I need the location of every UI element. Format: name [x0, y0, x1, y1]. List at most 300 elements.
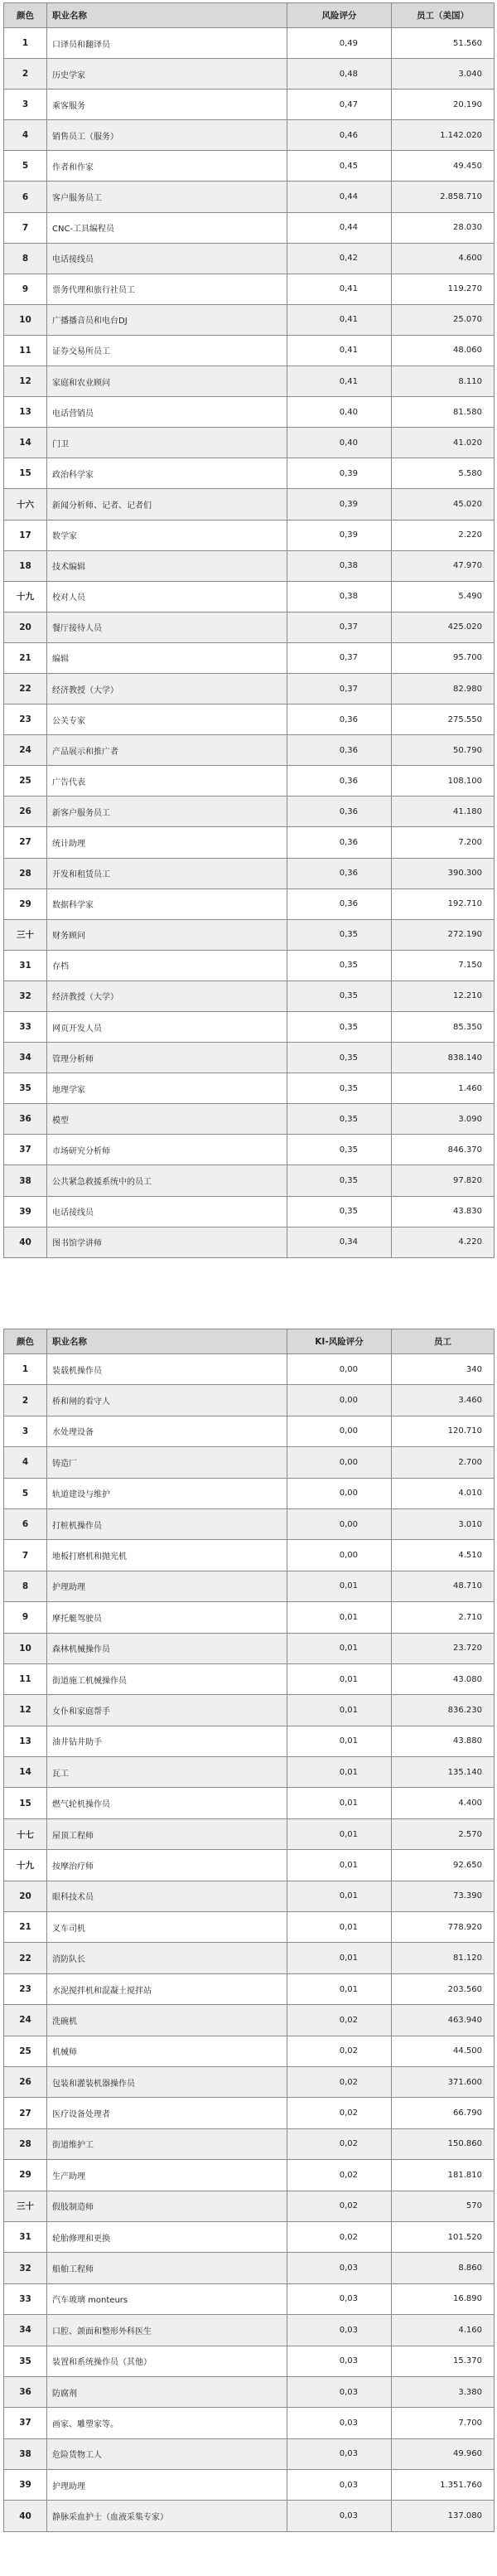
row-risk-cell: 0,41	[287, 304, 392, 335]
table-row	[4, 274, 495, 304]
row-occupation-cell: 公关专家	[47, 705, 287, 735]
row-occupation-cell: 消防队长	[47, 1943, 287, 1973]
row-occupation-cell: 地板打磨机和抛光机	[47, 1540, 287, 1571]
row-color-cell: 8	[4, 243, 47, 274]
row-color-cell: 40	[4, 2501, 47, 2531]
row-occupation-cell: 装载机操作员	[47, 1354, 287, 1385]
row-employees-cell: 1.351.760	[392, 2470, 495, 2501]
row-risk-cell: 0,48	[287, 59, 392, 90]
table-row	[4, 2501, 495, 2531]
row-employees-cell: 181.810	[392, 2160, 495, 2191]
row-color-cell: 十九	[4, 1850, 47, 1881]
row-employees-cell: 48.710	[392, 1571, 495, 1601]
table-row	[4, 705, 495, 735]
row-color-cell: 21	[4, 642, 47, 673]
row-risk-cell: 0,38	[287, 581, 392, 612]
row-color-cell: 23	[4, 1973, 47, 2004]
row-risk-cell: 0,01	[287, 1663, 392, 1694]
table-row	[4, 397, 495, 428]
header-occupation: 职业名称	[47, 1329, 287, 1354]
row-occupation-cell: 包装和灌装机器操作员	[47, 2066, 287, 2097]
row-risk-cell: 0,42	[287, 243, 392, 274]
row-occupation-cell: 轮胎修理和更换	[47, 2221, 287, 2252]
row-color-cell: 4	[4, 120, 47, 151]
row-employees-cell: 7.150	[392, 950, 495, 981]
row-risk-cell: 0,35	[287, 1196, 392, 1227]
table-row	[4, 766, 495, 797]
table-row	[4, 2066, 495, 2097]
row-risk-cell: 0,46	[287, 120, 392, 151]
table-row	[4, 2191, 495, 2221]
row-employees-cell: 49.960	[392, 2438, 495, 2469]
row-risk-cell: 0,02	[287, 2221, 392, 2252]
table-row	[4, 2470, 495, 2501]
row-color-cell: 7	[4, 212, 47, 243]
row-risk-cell: 0,03	[287, 2408, 392, 2438]
table-row	[4, 489, 495, 520]
row-employees-cell: 48.060	[392, 335, 495, 366]
table-row	[4, 1602, 495, 1633]
row-color-cell: 27	[4, 2098, 47, 2128]
row-occupation-cell: 电话接线员	[47, 1196, 287, 1227]
row-occupation-cell: 桥和闸的看守人	[47, 1385, 287, 1416]
table-row	[4, 1073, 495, 1104]
row-color-cell: 1	[4, 1354, 47, 1385]
row-color-cell: 24	[4, 2005, 47, 2036]
row-risk-cell: 0,44	[287, 212, 392, 243]
row-occupation-cell: 油井钻井助手	[47, 1726, 287, 1756]
row-occupation-cell: 水处理设备	[47, 1416, 287, 1446]
row-color-cell: 29	[4, 889, 47, 919]
row-color-cell: 三十	[4, 2191, 47, 2221]
row-occupation-cell: 假肢制造师	[47, 2191, 287, 2221]
header-occupation: 职业名称	[47, 3, 287, 28]
row-employees-cell: 846.370	[392, 1135, 495, 1165]
table-row	[4, 1540, 495, 1571]
row-risk-cell: 0,35	[287, 1043, 392, 1073]
table-row	[4, 120, 495, 151]
table-row	[4, 366, 495, 397]
row-employees-cell: 4.510	[392, 1540, 495, 1571]
header-risk-score: KI-风险评分	[287, 1329, 392, 1354]
table-header-row	[4, 1329, 495, 1354]
table-row	[4, 2408, 495, 2438]
row-occupation-cell: 网页开发人员	[47, 1012, 287, 1043]
row-color-cell: 三十	[4, 919, 47, 950]
row-occupation-cell: 森林机械操作员	[47, 1633, 287, 1663]
row-employees-cell: 463.940	[392, 2005, 495, 2036]
row-risk-cell: 0,38	[287, 550, 392, 581]
row-occupation-cell: 管理分析师	[47, 1043, 287, 1073]
row-color-cell: 40	[4, 1227, 47, 1257]
row-occupation-cell: 图书馆学讲师	[47, 1227, 287, 1257]
row-risk-cell: 0,00	[287, 1385, 392, 1416]
row-occupation-cell: 危险货物工人	[47, 2438, 287, 2469]
row-employees-cell: 41.020	[392, 428, 495, 458]
row-color-cell: 12	[4, 1695, 47, 1726]
row-risk-cell: 0,03	[287, 2376, 392, 2407]
row-color-cell: 13	[4, 397, 47, 428]
row-risk-cell: 0,01	[287, 1850, 392, 1881]
row-occupation-cell: 地理学家	[47, 1073, 287, 1104]
row-occupation-cell: 街道施工机械操作员	[47, 1663, 287, 1694]
row-color-cell: 20	[4, 1881, 47, 1911]
table-row	[4, 1012, 495, 1043]
row-occupation-cell: 汽车玻璃 monteurs	[47, 2283, 287, 2314]
row-employees-cell: 47.970	[392, 550, 495, 581]
row-risk-cell: 0,01	[287, 1973, 392, 2004]
row-color-cell: 31	[4, 2221, 47, 2252]
row-occupation-cell: 装置和系统操作员（其他）	[47, 2346, 287, 2376]
row-color-cell: 13	[4, 1726, 47, 1756]
row-occupation-cell: 广告代表	[47, 766, 287, 797]
table-row	[4, 950, 495, 981]
row-employees-cell: 15.370	[392, 2346, 495, 2376]
row-color-cell: 十九	[4, 581, 47, 612]
table-row	[4, 1757, 495, 1788]
row-occupation-cell: 新闻分析师、记者、记者们	[47, 489, 287, 520]
row-employees-cell: 150.860	[392, 2128, 495, 2159]
table-row	[4, 2283, 495, 2314]
row-occupation-cell: 摩托艇驾驶员	[47, 1602, 287, 1633]
row-occupation-cell: 开发和租赁员工	[47, 858, 287, 889]
table-row	[4, 428, 495, 458]
table-row	[4, 612, 495, 642]
row-risk-cell: 0,02	[287, 2160, 392, 2191]
row-risk-cell: 0,00	[287, 1478, 392, 1508]
risk-table-low	[3, 1329, 495, 2532]
row-employees-cell: 85.350	[392, 1012, 495, 1043]
row-risk-cell: 0,01	[287, 1943, 392, 1973]
row-color-cell: 1	[4, 28, 47, 59]
table-row	[4, 1354, 495, 1385]
header-employees: 员工（美国）	[392, 3, 495, 28]
row-color-cell: 10	[4, 1633, 47, 1663]
row-color-cell: 38	[4, 2438, 47, 2469]
row-employees-cell: 2.220	[392, 520, 495, 550]
row-occupation-cell: 电话营销员	[47, 397, 287, 428]
table-row	[4, 2376, 495, 2407]
row-color-cell: 14	[4, 428, 47, 458]
table-row	[4, 2438, 495, 2469]
table-row	[4, 642, 495, 673]
row-occupation-cell: 医疗设备处理者	[47, 2098, 287, 2128]
table-header-row	[4, 3, 495, 28]
row-occupation-cell: 乘客服务	[47, 90, 287, 120]
table-row	[4, 581, 495, 612]
table-row	[4, 797, 495, 827]
table-row	[4, 151, 495, 182]
row-risk-cell: 0,37	[287, 673, 392, 704]
row-color-cell: 39	[4, 2470, 47, 2501]
row-employees-cell: 51.560	[392, 28, 495, 59]
row-risk-cell: 0,02	[287, 2128, 392, 2159]
row-color-cell: 33	[4, 2283, 47, 2314]
row-occupation-cell: 模型	[47, 1104, 287, 1135]
row-color-cell: 12	[4, 366, 47, 397]
row-employees-cell: 3.040	[392, 59, 495, 90]
row-risk-cell: 0,36	[287, 858, 392, 889]
row-color-cell: 39	[4, 1196, 47, 1227]
row-risk-cell: 0,02	[287, 2005, 392, 2036]
row-risk-cell: 0,03	[287, 2438, 392, 2469]
row-risk-cell: 0,03	[287, 2315, 392, 2346]
row-employees-cell: 101.520	[392, 2221, 495, 2252]
row-employees-cell: 2.570	[392, 1818, 495, 1849]
row-occupation-cell: 女仆和家庭帮手	[47, 1695, 287, 1726]
table-row	[4, 889, 495, 919]
row-employees-cell: 2.710	[392, 1602, 495, 1633]
row-occupation-cell: 产品展示和推广者	[47, 735, 287, 766]
row-risk-cell: 0,36	[287, 735, 392, 766]
row-employees-cell: 73.390	[392, 1881, 495, 1911]
row-color-cell: 34	[4, 1043, 47, 1073]
row-occupation-cell: 按摩治疗师	[47, 1850, 287, 1881]
row-risk-cell: 0,01	[287, 1633, 392, 1663]
row-risk-cell: 0,35	[287, 1135, 392, 1165]
row-employees-cell: 108.100	[392, 766, 495, 797]
row-color-cell: 27	[4, 827, 47, 858]
row-occupation-cell: 编辑	[47, 642, 287, 673]
table-row	[4, 1571, 495, 1601]
row-occupation-cell: 护理助理	[47, 1571, 287, 1601]
row-occupation-cell: 轨道建设与维护	[47, 1478, 287, 1508]
row-occupation-cell: 作者和作家	[47, 151, 287, 182]
table-row	[4, 28, 495, 59]
row-employees-cell: 1.142.020	[392, 120, 495, 151]
row-color-cell: 32	[4, 2253, 47, 2283]
row-risk-cell: 0,01	[287, 1881, 392, 1911]
row-risk-cell: 0,39	[287, 489, 392, 520]
row-employees-cell: 25.070	[392, 304, 495, 335]
row-employees-cell: 92.650	[392, 1850, 495, 1881]
table-row	[4, 827, 495, 858]
row-employees-cell: 137.080	[392, 2501, 495, 2531]
row-color-cell: 31	[4, 950, 47, 981]
row-risk-cell: 0,35	[287, 919, 392, 950]
table-row	[4, 1818, 495, 1849]
row-occupation-cell: 口腔、颌面和整形外科医生	[47, 2315, 287, 2346]
table-row	[4, 212, 495, 243]
table-row	[4, 1135, 495, 1165]
row-color-cell: 10	[4, 304, 47, 335]
row-occupation-cell: 市场研究分析师	[47, 1135, 287, 1165]
row-risk-cell: 0,01	[287, 1818, 392, 1849]
table-row	[4, 1227, 495, 1257]
row-employees-cell: 3.380	[392, 2376, 495, 2407]
row-color-cell: 20	[4, 612, 47, 642]
row-occupation-cell: 销售员工（服务）	[47, 120, 287, 151]
row-risk-cell: 0,36	[287, 766, 392, 797]
row-color-cell: 28	[4, 2128, 47, 2159]
row-occupation-cell: 公共紧急救援系统中的员工	[47, 1165, 287, 1196]
row-color-cell: 3	[4, 1416, 47, 1446]
row-risk-cell: 0,36	[287, 827, 392, 858]
row-color-cell: 15	[4, 1788, 47, 1818]
table-row	[4, 1165, 495, 1196]
table-row	[4, 1416, 495, 1446]
row-occupation-cell: 防腐剂	[47, 2376, 287, 2407]
row-color-cell: 28	[4, 858, 47, 889]
row-risk-cell: 0,35	[287, 981, 392, 1011]
row-employees-cell: 4.400	[392, 1788, 495, 1818]
table-row	[4, 2036, 495, 2066]
row-employees-cell: 7.200	[392, 827, 495, 858]
table-row	[4, 1973, 495, 2004]
row-risk-cell: 0,41	[287, 274, 392, 304]
row-occupation-cell: 打桩机操作员	[47, 1508, 287, 1539]
row-employees-cell: 8.110	[392, 366, 495, 397]
table-row	[4, 1912, 495, 1943]
row-color-cell: 35	[4, 1073, 47, 1104]
row-employees-cell: 49.450	[392, 151, 495, 182]
risk-table-high	[3, 2, 495, 1258]
row-employees-cell: 340	[392, 1354, 495, 1385]
row-employees-cell: 192.710	[392, 889, 495, 919]
table-row	[4, 2160, 495, 2191]
row-employees-cell: 203.560	[392, 1973, 495, 2004]
table-row	[4, 1633, 495, 1663]
table-row	[4, 520, 495, 550]
table-row	[4, 1508, 495, 1539]
row-risk-cell: 0,45	[287, 151, 392, 182]
row-employees-cell: 836.230	[392, 1695, 495, 1726]
row-occupation-cell: 口译员和翻译员	[47, 28, 287, 59]
row-employees-cell: 41.180	[392, 797, 495, 827]
row-occupation-cell: CNC-工具编程员	[47, 212, 287, 243]
row-color-cell: 5	[4, 151, 47, 182]
row-color-cell: 18	[4, 550, 47, 581]
row-employees-cell: 97.820	[392, 1165, 495, 1196]
row-employees-cell: 28.030	[392, 212, 495, 243]
table-row	[4, 919, 495, 950]
row-occupation-cell: 铸造厂	[47, 1447, 287, 1478]
row-risk-cell: 0,01	[287, 1788, 392, 1818]
table-row	[4, 673, 495, 704]
table-row	[4, 1881, 495, 1911]
row-color-cell: 36	[4, 2376, 47, 2407]
row-employees-cell: 45.020	[392, 489, 495, 520]
row-occupation-cell: 广播播音员和电台DJ	[47, 304, 287, 335]
row-employees-cell: 4.010	[392, 1478, 495, 1508]
table-row	[4, 2221, 495, 2252]
row-employees-cell: 16.890	[392, 2283, 495, 2314]
table-row	[4, 1943, 495, 1973]
row-employees-cell: 272.190	[392, 919, 495, 950]
row-employees-cell: 119.270	[392, 274, 495, 304]
row-employees-cell: 390.300	[392, 858, 495, 889]
row-color-cell: 23	[4, 705, 47, 735]
table-row	[4, 2128, 495, 2159]
row-risk-cell: 0,00	[287, 1354, 392, 1385]
row-color-cell: 37	[4, 2408, 47, 2438]
row-employees-cell: 81.580	[392, 397, 495, 428]
row-employees-cell: 4.160	[392, 2315, 495, 2346]
row-occupation-cell: 洗碗机	[47, 2005, 287, 2036]
row-risk-cell: 0,02	[287, 2098, 392, 2128]
row-employees-cell: 23.720	[392, 1633, 495, 1663]
row-occupation-cell: 票务代理和旅行社员工	[47, 274, 287, 304]
row-color-cell: 15	[4, 458, 47, 489]
row-color-cell: 2	[4, 59, 47, 90]
row-risk-cell: 0,01	[287, 1602, 392, 1633]
row-employees-cell: 43.080	[392, 1663, 495, 1694]
row-risk-cell: 0,00	[287, 1508, 392, 1539]
row-employees-cell: 7.700	[392, 2408, 495, 2438]
row-color-cell: 4	[4, 1447, 47, 1478]
row-color-cell: 十七	[4, 1818, 47, 1849]
row-occupation-cell: 餐厅接待人员	[47, 612, 287, 642]
row-occupation-cell: 数据科学家	[47, 889, 287, 919]
row-risk-cell: 0,03	[287, 2283, 392, 2314]
row-risk-cell: 0,01	[287, 1912, 392, 1943]
row-color-cell: 8	[4, 1571, 47, 1601]
row-color-cell: 35	[4, 2346, 47, 2376]
row-occupation-cell: 历史学家	[47, 59, 287, 90]
table-row	[4, 2005, 495, 2036]
row-employees-cell: 66.790	[392, 2098, 495, 2128]
row-color-cell: 9	[4, 1602, 47, 1633]
row-occupation-cell: 政治科学家	[47, 458, 287, 489]
row-employees-cell: 2.858.710	[392, 182, 495, 212]
row-color-cell: 38	[4, 1165, 47, 1196]
row-occupation-cell: 存档	[47, 950, 287, 981]
row-occupation-cell: 证券交易所员工	[47, 335, 287, 366]
row-color-cell: 3	[4, 90, 47, 120]
row-occupation-cell: 数学家	[47, 520, 287, 550]
row-risk-cell: 0,37	[287, 612, 392, 642]
row-employees-cell: 50.790	[392, 735, 495, 766]
row-risk-cell: 0,47	[287, 90, 392, 120]
table-row	[4, 735, 495, 766]
row-occupation-cell: 叉车司机	[47, 1912, 287, 1943]
table-row	[4, 1663, 495, 1694]
row-color-cell: 37	[4, 1135, 47, 1165]
row-employees-cell: 778.920	[392, 1912, 495, 1943]
row-color-cell: 5	[4, 1478, 47, 1508]
table-row	[4, 550, 495, 581]
row-employees-cell: 12.210	[392, 981, 495, 1011]
table-row	[4, 458, 495, 489]
row-occupation-cell: 生产助理	[47, 2160, 287, 2191]
row-employees-cell: 4.600	[392, 243, 495, 274]
row-employees-cell: 8.860	[392, 2253, 495, 2283]
row-employees-cell: 81.120	[392, 1943, 495, 1973]
row-risk-cell: 0,36	[287, 705, 392, 735]
row-employees-cell: 425.020	[392, 612, 495, 642]
row-occupation-cell: 水泥搅拌机和混凝土搅拌站	[47, 1973, 287, 2004]
row-employees-cell: 3.090	[392, 1104, 495, 1135]
table-row	[4, 1850, 495, 1881]
row-color-cell: 14	[4, 1757, 47, 1788]
row-employees-cell: 95.700	[392, 642, 495, 673]
row-occupation-cell: 船舶工程师	[47, 2253, 287, 2283]
row-employees-cell: 82.980	[392, 673, 495, 704]
row-occupation-cell: 护理助理	[47, 2470, 287, 2501]
row-occupation-cell: 机械师	[47, 2036, 287, 2066]
header-risk-score: 风险评分	[287, 3, 392, 28]
row-color-cell: 25	[4, 766, 47, 797]
table-body	[4, 28, 495, 1258]
row-color-cell: 26	[4, 2066, 47, 2097]
row-color-cell: 29	[4, 2160, 47, 2191]
table-row	[4, 2346, 495, 2376]
table-row	[4, 90, 495, 120]
table-row	[4, 1104, 495, 1135]
row-risk-cell: 0,01	[287, 1726, 392, 1756]
row-risk-cell: 0,39	[287, 458, 392, 489]
row-risk-cell: 0,40	[287, 428, 392, 458]
